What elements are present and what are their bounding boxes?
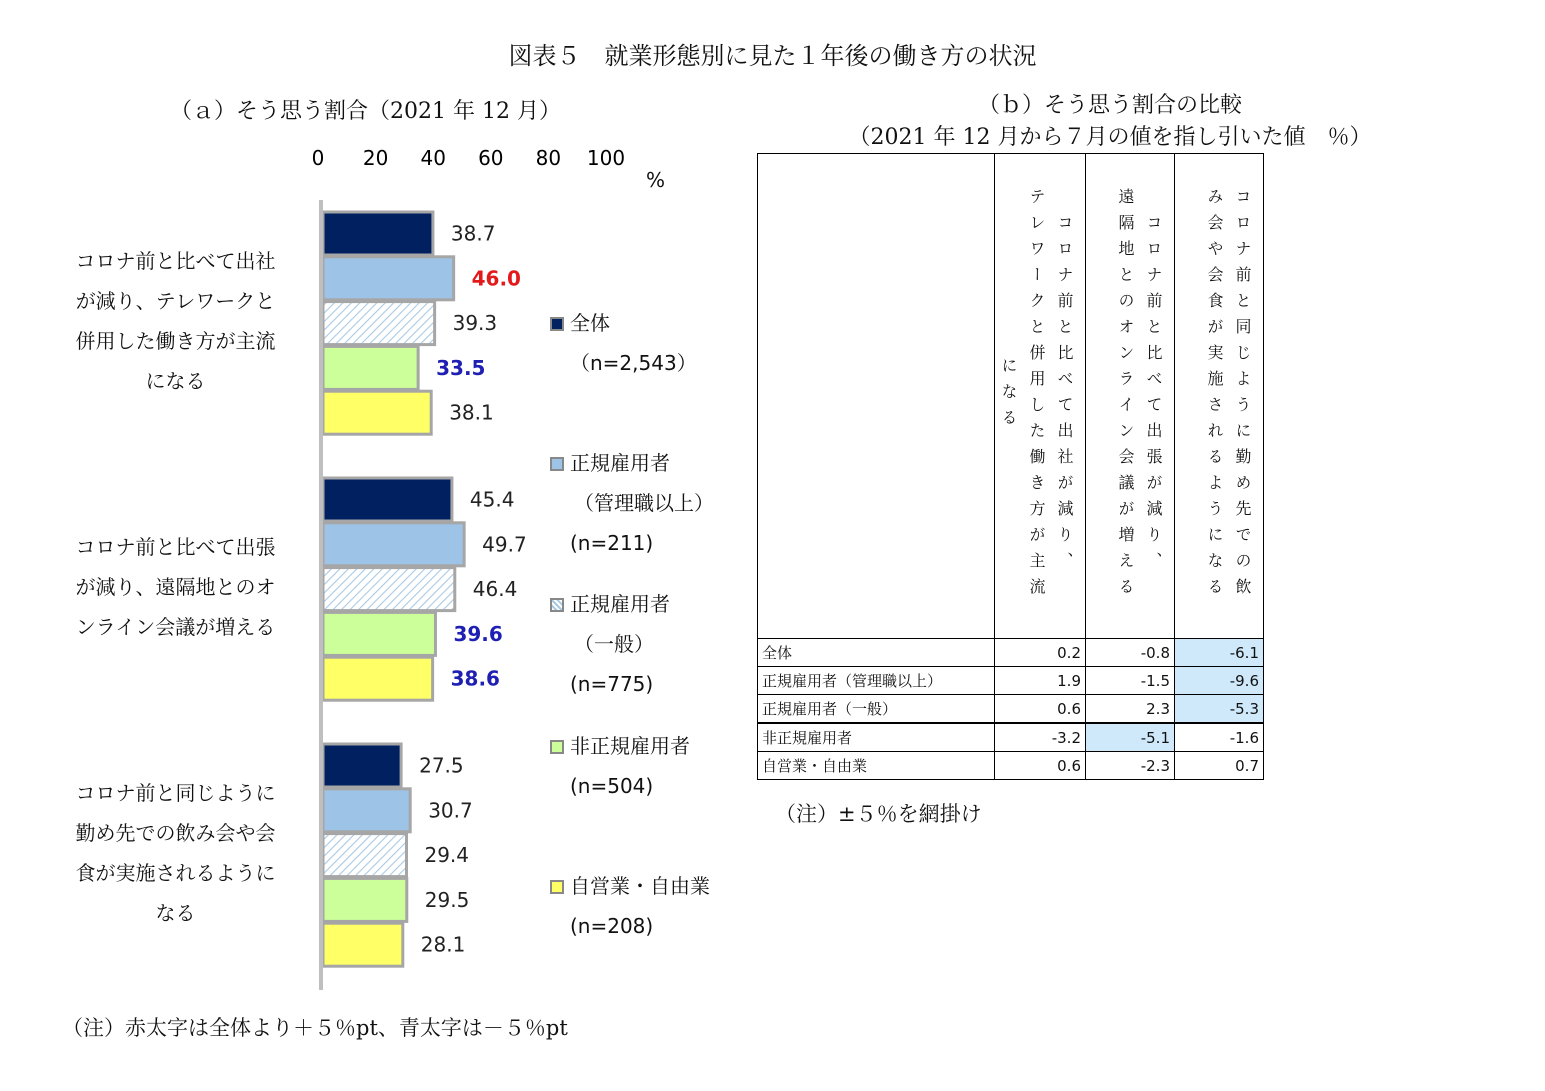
category-label-line: が減り、テレワークと	[75, 289, 276, 313]
legend-series-name: 全体	[570, 311, 610, 335]
table-row	[758, 752, 1264, 780]
legend-series-name: 正規雇用者	[570, 592, 670, 616]
data-label: 46.4	[472, 577, 518, 602]
panel-a-note: （注）赤太字は全体より＋５％pt、青太字は－５％pt	[62, 1016, 568, 1040]
data-label: 27.5	[419, 753, 464, 778]
x-axis-unit: %	[646, 168, 666, 192]
table-row	[758, 639, 1264, 667]
table-header-text: コロナ前と同じように勤め先での飲	[1233, 188, 1252, 604]
panel-b-subtitle-line2: （2021 年 12 月から７月の値を指し引いた値 ％）	[848, 125, 1372, 150]
table-cell: 1.9	[995, 667, 1086, 695]
data-label: 38.1	[449, 400, 494, 425]
legend-series-name: 非正規雇用者	[570, 734, 690, 758]
table-cell: -5.1	[1086, 723, 1175, 752]
category-label-line: コロナ前と比べて出張	[75, 535, 276, 559]
table-header-text: テレワークと併用した働き方が主流	[1027, 188, 1046, 604]
legend-sample-size: （n=2,543）	[570, 351, 697, 375]
table-header-col-3	[1175, 154, 1264, 639]
table-row-label: 正規雇用者（管理職以上）	[758, 667, 995, 695]
legend-sample-size: (n=211)	[570, 531, 654, 555]
bar-2-2	[323, 523, 464, 566]
panel-a-subtitle: （ａ）そう思う割合（2021 年 12 月）	[170, 99, 561, 124]
table-row-label: 非正規雇用者	[758, 723, 995, 752]
bar-3-4	[323, 878, 407, 921]
table-header-row	[758, 154, 1264, 639]
table-cell: -1.6	[1175, 723, 1264, 752]
bar-1-2	[323, 257, 454, 300]
table-row	[758, 695, 1264, 724]
bar-1-4	[323, 346, 418, 389]
legend-swatch	[550, 598, 564, 612]
table-header-col-2	[1086, 154, 1175, 639]
legend-swatch	[550, 317, 564, 331]
table-cell: -5.3	[1175, 695, 1264, 724]
legend-item	[550, 726, 690, 806]
bar-3-5	[323, 923, 403, 966]
legend-series-subname: （一般）	[574, 632, 654, 656]
table-cell: -0.8	[1086, 639, 1175, 667]
table-header-text: 遠隔地とのオンライン会議が増える	[1116, 188, 1135, 604]
x-tick-label: 60	[478, 146, 504, 170]
legend-sample-size: (n=504)	[570, 774, 654, 798]
legend-item	[550, 303, 697, 383]
table-cell: -2.3	[1086, 752, 1175, 780]
legend-sample-size: (n=208)	[570, 914, 654, 938]
bar-2-4	[323, 612, 435, 655]
legend-item	[550, 443, 714, 563]
table-cell: -6.1	[1175, 639, 1264, 667]
data-label: 29.5	[424, 887, 470, 912]
x-tick-label: 40	[420, 146, 446, 170]
table-header-text: になる	[999, 357, 1018, 435]
category-label	[48, 241, 303, 401]
table-header-text: コロナ前と比べて出社が減り、	[1055, 214, 1074, 578]
legend-series-name: 自営業・自由業	[570, 874, 710, 898]
table-row	[758, 723, 1264, 752]
data-label: 29.4	[424, 843, 470, 868]
legend-series-name: 正規雇用者	[570, 451, 670, 475]
category-label-line: なる	[155, 901, 196, 925]
category-label-line: になる	[145, 369, 206, 393]
data-label: 38.7	[450, 221, 496, 246]
category-label-line: 食が実施されるように	[75, 861, 276, 885]
data-label: 45.4	[469, 487, 515, 512]
bar-2-1	[323, 478, 452, 521]
table-header-text: コロナ前と比べて出張が減り、	[1144, 214, 1163, 578]
legend-sample-size: (n=775)	[570, 672, 654, 696]
x-tick-label: 80	[535, 146, 562, 170]
figure-title: 図表５ 就業形態別に見た１年後の働き方の状況	[508, 42, 1037, 70]
data-label: 30.7	[428, 798, 473, 823]
table-cell: -1.5	[1086, 667, 1175, 695]
bar-1-3	[323, 302, 435, 345]
comparison-table	[757, 153, 1264, 780]
table-header-col-1	[995, 154, 1086, 639]
table-cell: 0.6	[995, 752, 1086, 780]
bar-2-3	[323, 568, 455, 611]
x-tick-label: 100	[586, 146, 626, 170]
panel-b-subtitle-line1: （ｂ）そう思う割合の比較	[977, 93, 1242, 118]
data-label: 28.1	[420, 932, 466, 957]
bar-2-5	[323, 657, 433, 700]
table-cell: -3.2	[995, 723, 1086, 752]
table-header-text: み会や会食が実施されるようになる	[1205, 188, 1224, 604]
table-header-blank	[758, 154, 995, 639]
bar-1-5	[323, 391, 431, 434]
data-label: 39.6	[453, 621, 503, 646]
table-row	[758, 667, 1264, 695]
table-cell: 0.7	[1175, 752, 1264, 780]
data-label: 39.3	[452, 311, 498, 336]
table-cell: -9.6	[1175, 667, 1264, 695]
data-label: 33.5	[436, 355, 486, 380]
bar-1-1	[323, 212, 433, 255]
category-label-line: 併用した働き方が主流	[75, 329, 276, 353]
legend-swatch	[550, 457, 564, 471]
category-label-line: 勤め先での飲み会や会	[75, 821, 276, 845]
table-row-label: 全体	[758, 639, 995, 667]
x-tick-label: 0	[311, 146, 325, 170]
legend-series-subname: （管理職以上）	[574, 491, 714, 515]
table-cell: 0.2	[995, 639, 1086, 667]
category-label-line: コロナ前と比べて出社	[75, 249, 276, 273]
table-cell: 0.6	[995, 695, 1086, 724]
bar-3-1	[323, 744, 401, 787]
x-tick-label: 20	[362, 146, 389, 170]
data-label: 49.7	[482, 532, 527, 557]
legend-swatch	[550, 880, 564, 894]
legend-item	[550, 866, 710, 946]
panel-b-note: （注）±５％を網掛け	[775, 802, 982, 826]
table-cell: 2.3	[1086, 695, 1175, 724]
category-label-line: コロナ前と同じように	[75, 781, 276, 805]
bar-3-3	[323, 834, 406, 877]
category-label-line: ンライン会議が増える	[75, 615, 276, 639]
category-label	[48, 773, 303, 933]
table-row-label: 正規雇用者（一般）	[758, 695, 995, 724]
data-label: 38.6	[450, 666, 500, 691]
legend-item	[550, 584, 670, 704]
table-row-label: 自営業・自由業	[758, 752, 995, 780]
data-label: 46.0	[471, 266, 521, 291]
legend-swatch	[550, 740, 564, 754]
category-label	[48, 527, 303, 647]
bar-3-2	[323, 789, 410, 832]
category-label-line: が減り、遠隔地とのオ	[75, 575, 276, 599]
